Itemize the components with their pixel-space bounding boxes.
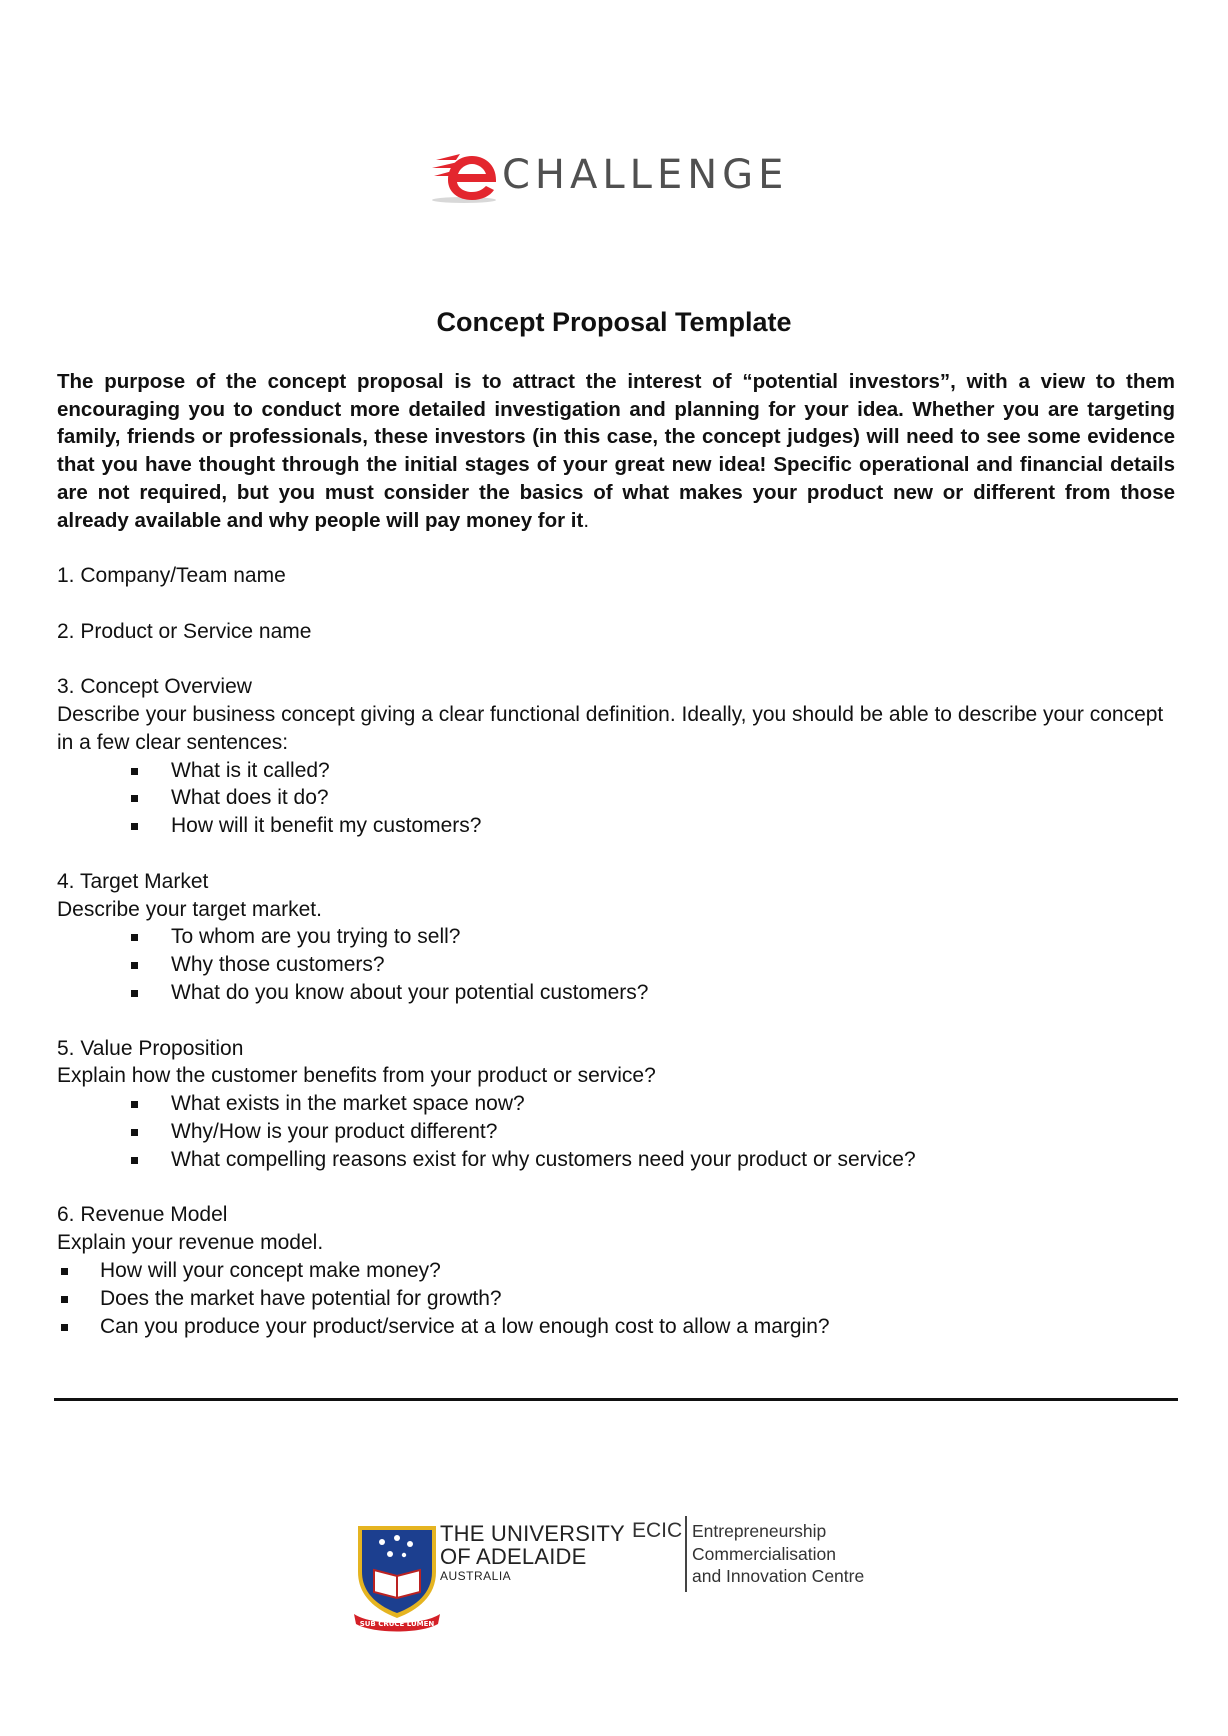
list-item-text: How will it benefit my customers? bbox=[171, 814, 482, 838]
square-bullet-icon bbox=[61, 1268, 68, 1275]
list-item-text: What compelling reasons exist for why customers need your product or service? bbox=[171, 1147, 916, 1171]
list-item bbox=[57, 1146, 1175, 1174]
list-item-text: What exists in the market space now? bbox=[171, 1092, 525, 1116]
square-bullet-icon bbox=[61, 1296, 68, 1303]
section-value-proposition bbox=[57, 1035, 1175, 1174]
university-name bbox=[440, 1522, 625, 1584]
list-item bbox=[57, 979, 1175, 1007]
list-item-text: Why/How is your product different? bbox=[171, 1119, 498, 1143]
list-item-text: Can you produce your product/service at a low enough cost to allow a margin? bbox=[100, 1314, 830, 1338]
university-line-2: OF ADELAIDE bbox=[440, 1544, 587, 1569]
bullet-list bbox=[57, 1090, 1175, 1173]
horizontal-divider bbox=[54, 1398, 1178, 1401]
section-heading: 1. Company/Team name bbox=[57, 564, 286, 587]
section-heading: 5. Value Proposition bbox=[57, 1036, 244, 1060]
section-description: Describe your target market. bbox=[57, 897, 322, 921]
square-bullet-icon bbox=[131, 962, 138, 969]
sections bbox=[57, 562, 1175, 1368]
section-company-team bbox=[57, 562, 1175, 590]
list-item-text: What is it called? bbox=[171, 758, 330, 782]
section-heading: 2. Product or Service name bbox=[57, 619, 312, 643]
square-bullet-icon bbox=[131, 1101, 138, 1108]
ecic-full-name bbox=[692, 1520, 864, 1588]
list-item-text: To whom are you trying to sell? bbox=[171, 925, 461, 949]
list-item-text: How will your concept make money? bbox=[100, 1258, 441, 1282]
list-item bbox=[57, 951, 1175, 979]
intro-tail: . bbox=[583, 508, 590, 532]
section-concept-overview bbox=[57, 673, 1175, 840]
university-crest-icon bbox=[352, 1522, 442, 1632]
square-bullet-icon bbox=[131, 1129, 138, 1136]
section-description: Describe your business concept giving a clear functional definition. Ideally, you should be able to describe your concept in a few clear sentences: bbox=[57, 702, 1164, 754]
list-item bbox=[57, 1285, 1175, 1313]
section-target-market bbox=[57, 868, 1175, 1007]
section-revenue-model bbox=[57, 1201, 1175, 1340]
university-line-3: AUSTRALIA bbox=[440, 1569, 512, 1583]
square-bullet-icon bbox=[131, 768, 138, 775]
ecic-abbreviation: ECIC bbox=[632, 1519, 683, 1542]
square-bullet-icon bbox=[131, 823, 138, 830]
square-bullet-icon bbox=[131, 990, 138, 997]
list-item bbox=[57, 812, 1175, 840]
intro-bold-text: The purpose of the concept proposal is to attract the interest of “potential investors”, with a view to them encouraging you to conduct more detailed investigation and planning for your idea. Whether you are targeting family, friends or professionals, these investors (in this case, the concept judges) will need to see some evidence that you have thought through the initial stages of your great new idea! Specific operational and financial details are not required, but you must consider the basics of what makes your product new or different from those already available and why people will pay money for it bbox=[57, 370, 1175, 532]
intro-paragraph bbox=[57, 368, 1175, 534]
bullet-list bbox=[57, 1257, 1175, 1340]
list-item-text: What do you know about your potential customers? bbox=[171, 980, 649, 1004]
ecic-divider bbox=[685, 1516, 687, 1592]
section-heading: 4. Target Market bbox=[57, 869, 209, 893]
list-item bbox=[57, 784, 1175, 812]
list-item bbox=[57, 1090, 1175, 1118]
echallenge-e-icon bbox=[430, 146, 510, 206]
university-motto: SUB CRUCE LUMEN bbox=[359, 1620, 435, 1628]
list-item bbox=[57, 757, 1175, 785]
echallenge-wordmark: CHALLENGE bbox=[502, 152, 789, 198]
university-line-1: THE UNIVERSITY bbox=[440, 1521, 625, 1546]
ecic-line-2: Commercialisation bbox=[692, 1543, 836, 1564]
square-bullet-icon bbox=[131, 795, 138, 802]
list-item-text: Does the market have potential for growth? bbox=[100, 1286, 502, 1310]
list-item-text: What does it do? bbox=[171, 786, 329, 810]
square-bullet-icon bbox=[61, 1324, 68, 1331]
bullet-list bbox=[57, 923, 1175, 1006]
list-item bbox=[57, 923, 1175, 951]
section-heading: 3. Concept Overview bbox=[57, 675, 252, 699]
list-item-text: Why those customers? bbox=[171, 953, 385, 977]
list-item bbox=[57, 1313, 1175, 1341]
echallenge-logo bbox=[430, 146, 810, 206]
square-bullet-icon bbox=[131, 934, 138, 941]
section-product-service bbox=[57, 618, 1175, 646]
square-bullet-icon bbox=[131, 1157, 138, 1164]
section-heading: 6. Revenue Model bbox=[57, 1203, 228, 1227]
section-description: Explain how the customer benefits from your product or service? bbox=[57, 1064, 656, 1088]
page-title: Concept Proposal Template bbox=[436, 307, 792, 337]
ecic-line-1: Entrepreneurship bbox=[692, 1521, 827, 1541]
ecic-line-3: and Innovation Centre bbox=[692, 1566, 865, 1586]
section-description: Explain your revenue model. bbox=[57, 1231, 324, 1255]
list-item bbox=[57, 1118, 1175, 1146]
list-item bbox=[57, 1257, 1175, 1285]
bullet-list bbox=[57, 757, 1175, 840]
